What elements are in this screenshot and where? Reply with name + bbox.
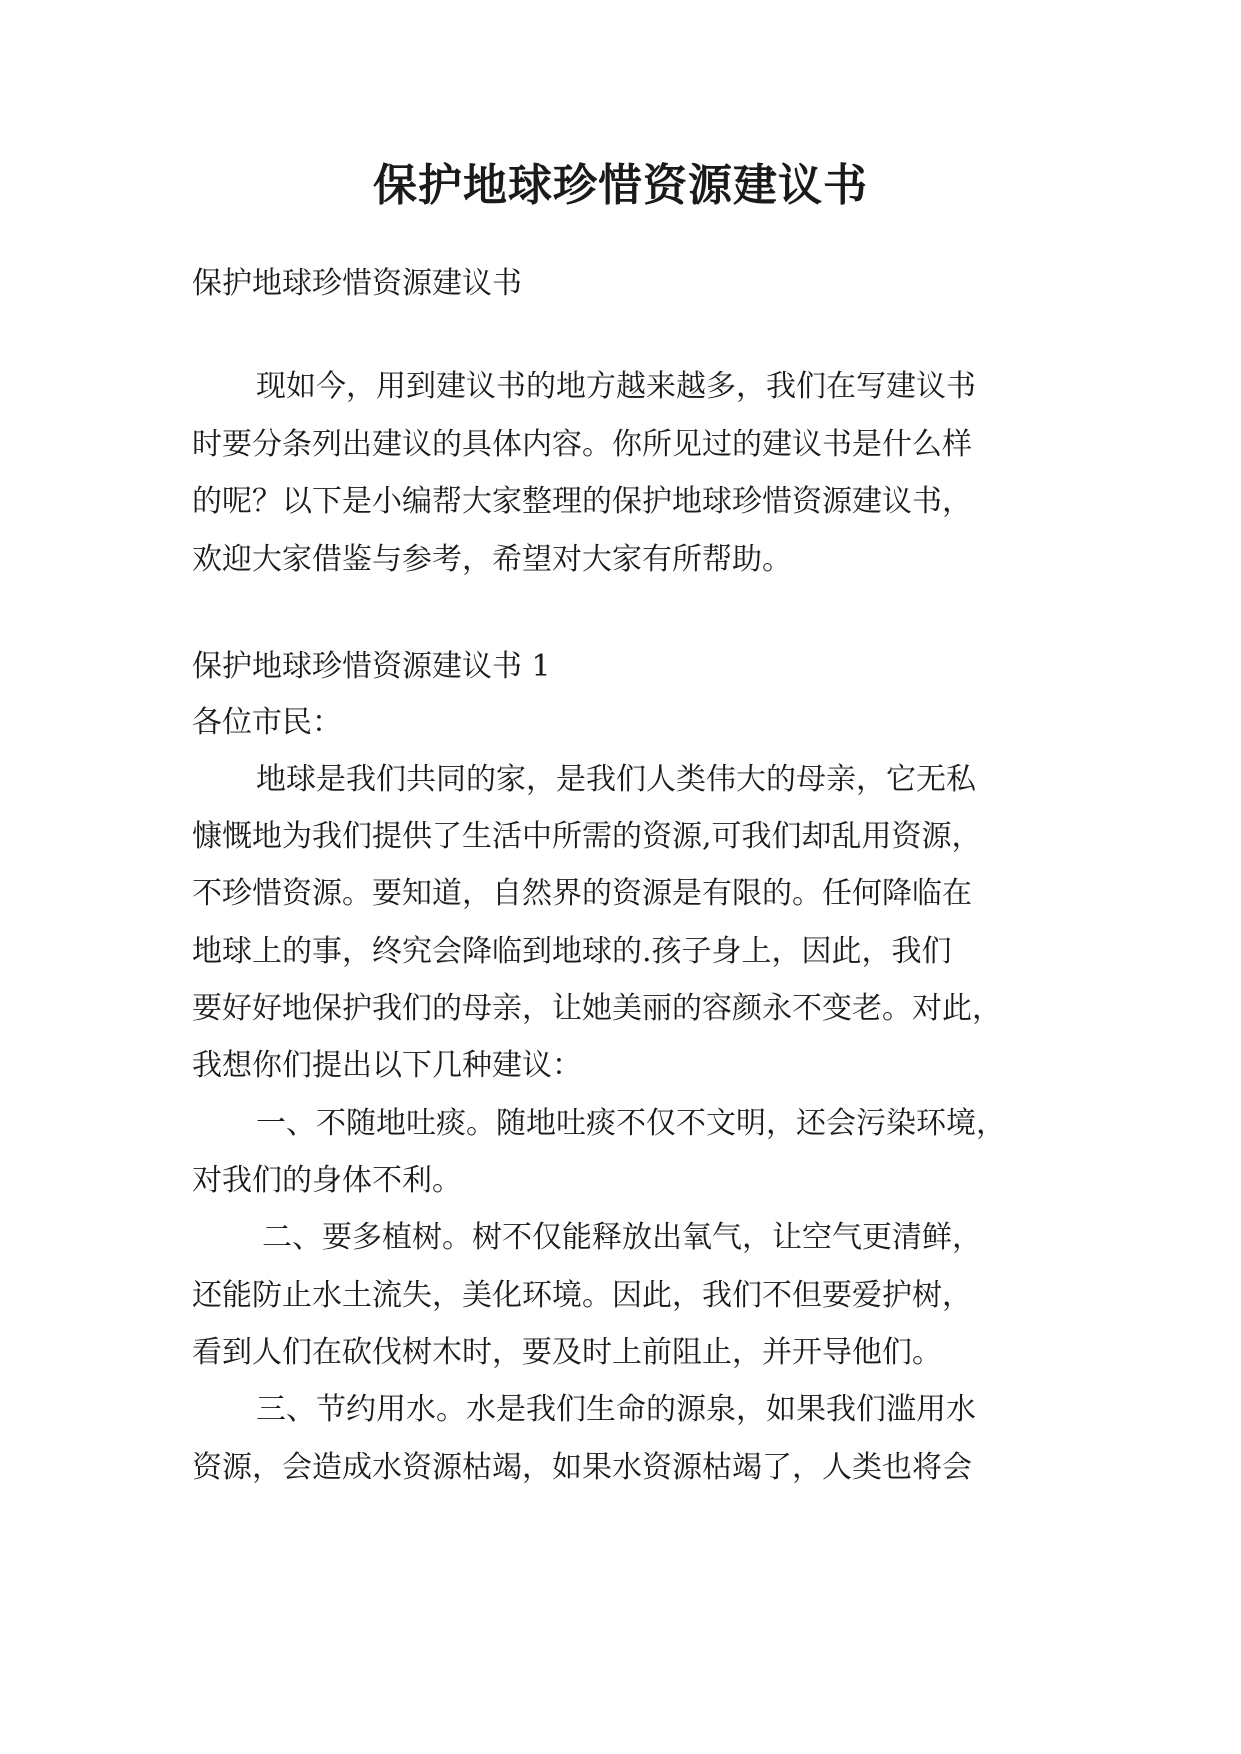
section-heading: 保护地球珍惜资源建议书 1 [192, 649, 551, 684]
salutation: 各位市民： [192, 705, 342, 740]
body-line: 看到人们在砍伐树木时，要及时上前阻止，并开导他们。 [192, 1335, 942, 1370]
body-line: 要好好地保护我们的母亲，让她美丽的容颜永不变老。对此， [192, 991, 1002, 1026]
body-line: 不珍惜资源。要知道，自然界的资源是有限的。任何降临在 [192, 876, 972, 911]
body-line: 地球上的事，终究会降临到地球的.孩子身上，因此，我们 [192, 934, 952, 969]
body-line: 对我们的身体不利。 [192, 1163, 462, 1198]
body-line: 一、不随地吐痰。随地吐痰不仅不文明，还会污染环境， [256, 1106, 1006, 1141]
body-line: 资源，会造成水资源枯竭，如果水资源枯竭了，人类也将会 [192, 1450, 972, 1485]
body-line: 慷慨地为我们提供了生活中所需的资源,可我们却乱用资源， [192, 819, 982, 854]
body-line: 还能防止水土流失，美化环境。因此，我们不但要爱护树， [192, 1278, 972, 1313]
body-line: 三、节约用水。水是我们生命的源泉，如果我们滥用水 [256, 1392, 976, 1427]
document-title: 保护地球珍惜资源建议书 [373, 160, 868, 211]
intro-line: 时要分条列出建议的具体内容。你所见过的建议书是什么样 [192, 427, 972, 462]
body-line: 二、要多植树。树不仅能释放出氧气，让空气更清鲜， [262, 1220, 982, 1255]
body-line: 地球是我们共同的家，是我们人类伟大的母亲，它无私 [256, 762, 976, 797]
body-line: 我想你们提出以下几种建议： [192, 1048, 582, 1083]
intro-line: 欢迎大家借鉴与参考，希望对大家有所帮助。 [192, 542, 792, 577]
document-subtitle: 保护地球珍惜资源建议书 [192, 266, 522, 301]
intro-line: 的呢？以下是小编帮大家整理的保护地球珍惜资源建议书， [192, 484, 972, 519]
intro-line: 现如今，用到建议书的地方越来越多，我们在写建议书 [256, 369, 976, 404]
